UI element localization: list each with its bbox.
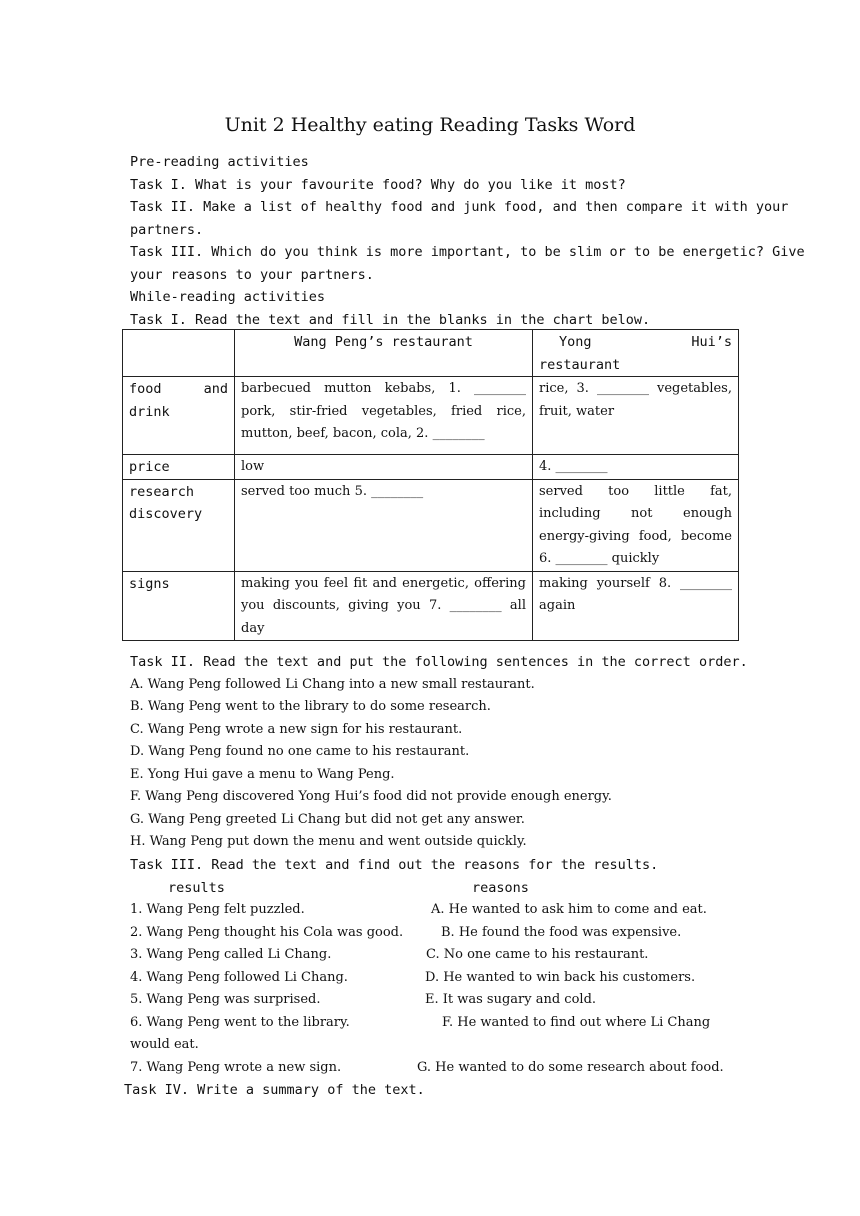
list-item: F. Wang Peng discovered Yong Hui’s food did not provide enough energy.	[130, 789, 612, 804]
chart-cell-yh-food: rice, 3. ________ vegetables, fruit, water	[533, 377, 739, 455]
result-item: 4. Wang Peng followed Li Chang.	[130, 970, 348, 985]
pre-task-2-line-2: partners.	[130, 222, 204, 238]
result-item: 5. Wang Peng was surprised.	[130, 992, 321, 1007]
chart-row-price	[123, 455, 739, 480]
reason-item: A. He wanted to ask him to come and eat.	[431, 902, 707, 917]
list-item: G. Wang Peng greeted Li Chang but did not get any answer.	[130, 812, 525, 827]
chart-cell-wp-research: served too much 5. ________	[235, 479, 533, 571]
chart-row-food	[123, 377, 739, 455]
result-item: 7. Wang Peng wrote a new sign.	[130, 1060, 342, 1075]
chart-label-signs: signs	[123, 571, 235, 641]
result-item: 1. Wang Peng felt puzzled.	[130, 902, 305, 917]
chart-header-row	[123, 330, 739, 377]
fill-in-chart	[122, 329, 739, 641]
result-item: would eat.	[130, 1037, 199, 1052]
result-item: 3. Wang Peng called Li Chang.	[130, 947, 332, 962]
while-task-1: Task I. Read the text and fill in the blanks in the chart below.	[130, 312, 651, 328]
task-3-heading: Task III. Read the text and find out the reasons for the results.	[130, 857, 659, 873]
reason-item: F. He wanted to find out where Li Chang	[442, 1015, 711, 1030]
list-item: H. Wang Peng put down the menu and went outside quickly.	[130, 834, 527, 849]
chart-cell-yh-research: served too little fat, including not enough energy-giving food, become 6. ________ quickly	[533, 479, 739, 571]
pre-task-3-line-2: your reasons to your partners.	[130, 267, 374, 283]
chart-header-wang-peng: Wang Peng’s restaurant	[235, 330, 533, 377]
chart-row-signs	[123, 571, 739, 641]
chart-label-price: price	[123, 455, 235, 480]
chart-cell-yh-price: 4. ________	[533, 455, 739, 480]
chart-row-research	[123, 479, 739, 571]
task-4-heading: Task IV. Write a summary of the text.	[124, 1082, 425, 1098]
chart-cell-wp-price: low	[235, 455, 533, 480]
chart-header-yong-hui: Yong Hui’s restaurant	[533, 330, 739, 377]
results-label: results	[168, 880, 225, 896]
reason-item: D. He wanted to win back his customers.	[425, 970, 696, 985]
list-item: E. Yong Hui gave a menu to Wang Peng.	[130, 767, 395, 782]
pre-reading-heading: Pre-reading activities	[130, 154, 309, 170]
reason-item: E. It was sugary and cold.	[425, 992, 597, 1007]
chart-label-research: research discovery	[123, 479, 235, 571]
list-item: C. Wang Peng wrote a new sign for his restaurant.	[130, 722, 463, 737]
chart-header-empty	[123, 330, 235, 377]
result-item: 2. Wang Peng thought his Cola was good.	[130, 925, 404, 940]
reason-item: G. He wanted to do some research about food.	[417, 1060, 724, 1075]
reason-item: B. He found the food was expensive.	[441, 925, 682, 940]
task-2-heading: Task II. Read the text and put the following sentences in the correct order.	[130, 654, 748, 670]
while-reading-heading: While-reading activities	[130, 289, 326, 305]
reason-item: C. No one came to his restaurant.	[426, 947, 649, 962]
list-item: B. Wang Peng went to the library to do some research.	[130, 699, 491, 714]
page-title: Unit 2 Healthy eating Reading Tasks Word	[224, 114, 636, 136]
pre-task-1: Task I. What is your favourite food? Why do you like it most?	[130, 177, 626, 193]
pre-task-3-line-1: Task III. Which do you think is more important, to be slim or to be energetic? Give	[130, 244, 805, 260]
chart-label-food: food and drink	[123, 377, 235, 455]
reasons-label: reasons	[472, 880, 529, 896]
chart-cell-yh-signs: making yourself 8. ________ again	[533, 571, 739, 641]
list-item: D. Wang Peng found no one came to his restaurant.	[130, 744, 470, 759]
pre-task-2-line-1: Task II. Make a list of healthy food and junk food, and then compare it with your	[130, 199, 789, 215]
chart-cell-wp-signs: making you feel fit and energetic, offering you discounts, giving you 7. ________ all day	[235, 571, 533, 641]
list-item: A. Wang Peng followed Li Chang into a new small restaurant.	[130, 677, 535, 692]
result-item: 6. Wang Peng went to the library.	[130, 1015, 350, 1030]
chart-cell-wp-food: barbecued mutton kebabs, 1. ________ pork, stir-fried vegetables, fried rice, mutton, beef, bacon, cola, 2. ________	[235, 377, 533, 455]
